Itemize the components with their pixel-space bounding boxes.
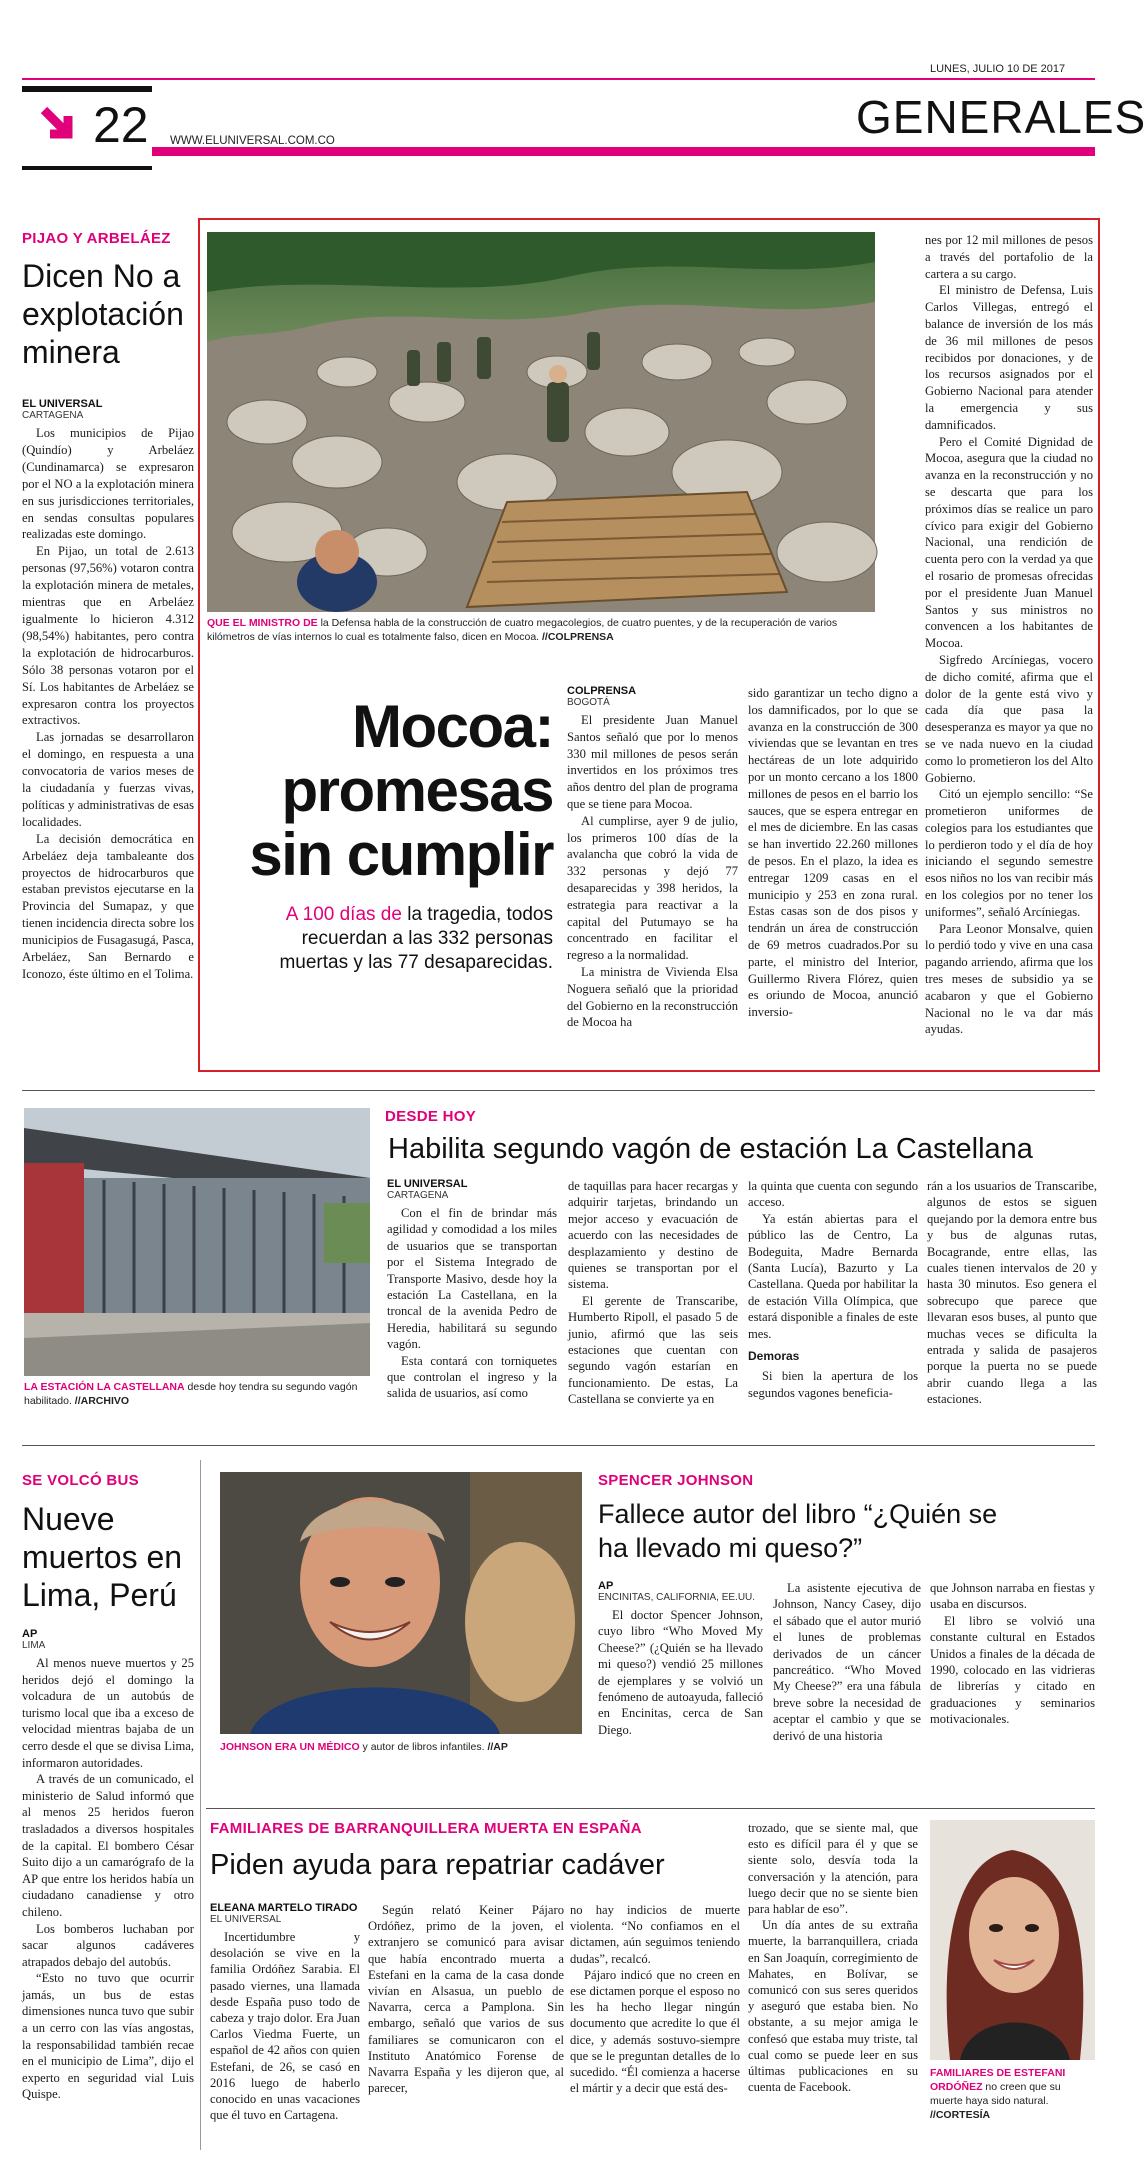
lima-article xyxy=(22,1628,194,2103)
castellana-subhead: Demoras xyxy=(748,1349,800,1364)
estefani-caption-lead: FAMILIARES DE ESTEFANI ORDÓÑEZ xyxy=(930,2067,1066,2093)
mocoa-paragraph: Citó un ejemplo sencillo: “Se prometieron uniformes de colegios para los estudiantes que lo perdieron todo y el día de hoy iniciando el segundo semestre esos niños no los van recibir más en los colegios por no tener los uniformes”, señaló Arcíniegas. xyxy=(925,787,1093,919)
pijao-paragraph: Las jornadas se desarrollaron el domingo, en respuesta a una convocatoria de varios meses de la ciudadanía y fuerzas vivas, políticas y administrativas de esas localidades. xyxy=(22,730,194,829)
estefani-col2 xyxy=(368,1902,564,2096)
pijao-byline: EL UNIVERSAL xyxy=(22,398,103,410)
masthead-top-rule xyxy=(22,78,1095,80)
mocoa-col3 xyxy=(925,232,1093,1038)
johnson-col1 xyxy=(598,1580,763,1738)
mocoa-paragraph: sido garantizar un techo digno a los damnificados, por lo que se avanza en la construcción de 300 viviendas que se levantan en tres hectáreas de un lote adquirido por un monto cercano a los 1800 millones de pesos en el barrio los sauces, que se espera entregar en el mes de diciembre. En las casas se han invertido 22.260 millones de pesos. En el plazo, la idea es entregar 1209 casas en el municipio y 253 en zona rural. Estas casas son de dos pisos y tendrán un área de construcción de 69 metros cuadrados.Por su parte, el ministro del Interior, Guillermo Rivera Flórez, quien es oriundo de Mocoa, anunció inversio- xyxy=(748,686,918,1020)
johnson-caption-credit: //AP xyxy=(484,1741,508,1753)
castellana-caption-text: desde hoy tendra su segundo vagón habilitado. xyxy=(24,1381,358,1407)
lima-kicker: SE VOLCÓ BUS xyxy=(22,1472,139,1489)
johnson-col2 xyxy=(773,1580,921,1744)
lima-paragraph: Los bomberos luchaban por sacar algunos cadáveres atrapados debajo del autobús. xyxy=(22,1921,194,1969)
pijao-kicker: PIJAO Y ARBELÁEZ xyxy=(22,230,171,247)
mocoa-col1 xyxy=(567,685,738,1031)
mocoa-paragraph: nes por 12 mil millones de pesos a través del portafolio de la cartera a su cargo. xyxy=(925,233,1093,281)
estefani-col4 xyxy=(748,1820,918,2095)
mocoa-caption-credit: //COLPRENSA xyxy=(539,631,614,643)
section-divider xyxy=(22,1445,1095,1446)
mocoa-col2 xyxy=(748,685,918,1021)
masthead-black-underline xyxy=(22,166,152,170)
estefani-paragraph: Un día antes de su extraña muerte, la barranquillera, criada en San Joaquín, corregimiento de Mahates, en Bolívar, se comunicó con sus seres queridos y aseguró que estaba bien. No obstante, a su mejor amiga le confesó que estaba muy triste, tal cual como se puede leer en sus últimas publicaciones en su cuenta de Facebook. xyxy=(748,1918,918,2095)
castellana-photo-caption xyxy=(24,1380,370,1408)
mocoa-deck xyxy=(230,903,553,975)
estefani-photo xyxy=(930,1820,1095,2060)
castellana-caption-credit: //ARCHIVO xyxy=(71,1395,130,1407)
column-divider xyxy=(200,1460,201,2150)
mocoa-deck-text: la tragedia, todos recuerdan a las 332 personas muertas y las 77 desaparecidas. xyxy=(279,904,553,973)
johnson-caption-text: y autor de libros infantiles. xyxy=(359,1741,485,1753)
mocoa-paragraph: La ministra de Vivienda Elsa Noguera señaló que la prioridad del Gobierno en la reconstrucción de Mocoa ha xyxy=(567,964,738,1030)
section-divider xyxy=(22,1090,1095,1091)
mocoa-paragraph: Al cumplirse, ayer 9 de julio, los primeros 100 días de la avalancha que cobró la vida de 332 personas y dejó 77 desaparecidas y 398 heridos, la estrategia para reactivar a la capital del Putumayo se ha concentrado en facilitar el regreso a la normalidad. xyxy=(567,813,738,963)
castellana-caption-lead: LA ESTACIÓN LA CASTELLANA xyxy=(24,1381,185,1393)
lima-place: LIMA xyxy=(22,1640,46,1651)
castellana-paragraph: Si bien la apertura de los segundos vagones beneficia- xyxy=(748,1369,918,1400)
johnson-paragraph: que Johnson narraba en fiestas y usaba en discursos. xyxy=(930,1581,1095,1612)
castellana-col3 xyxy=(748,1178,918,1401)
estefani-paragraph: trozado, que se siente mal, que esto es difícil para él y que se siente solo, desvía toda la conversación y la atención, para luego decir que no se siente bien para hablar de eso”. xyxy=(748,1821,918,1917)
castellana-byline: EL UNIVERSAL xyxy=(387,1178,468,1190)
lima-byline: AP xyxy=(22,1628,38,1640)
castellana-paragraph: Con el fin de brindar más agilidad y comodidad a los miles de usuarios que se transportan por el Sistema Integrado de Transporte Masivo, desde hoy la estación La Castellana, en la troncal de la avenida Pedro de Heredia, habilitará su segundo vagón. xyxy=(387,1206,557,1352)
johnson-photo-caption xyxy=(220,1740,582,1754)
lima-paragraph: Al menos nueve muertos y 25 heridos dejó el domingo la volcadura de un autobús de turismo local que iba a exceso de velocidad mientras bajaba de un cerro desde el que se divisa Lima, informaron autoridades. xyxy=(22,1656,194,1770)
mocoa-caption-lead: QUE EL MINISTRO DE xyxy=(207,617,318,629)
website-link[interactable]: WWW.ELUNIVERSAL.COM.CO xyxy=(170,135,335,147)
estefani-col1 xyxy=(210,1902,360,2123)
johnson-byline: AP xyxy=(598,1580,614,1592)
estefani-col3 xyxy=(570,1902,740,2096)
castellana-photo xyxy=(24,1108,370,1376)
estefani-byline: ELEANA MARTELO TIRADO xyxy=(210,1902,358,1914)
mocoa-byline: COLPRENSA xyxy=(567,685,637,697)
estefani-paragraph: Pájaro indicó que no creen en ese dictamen porque el esposo no les ha hecho llegar ningún documento que acredite lo que él dice, y además sostuvo-siempre que se le preguntan detalles de lo sucedido. “Él comienza a hacerse el mártir y a decir que está des- xyxy=(570,1967,740,2096)
mocoa-deck-highlight: A 100 días de xyxy=(285,904,402,925)
arrow-icon xyxy=(40,106,84,150)
mocoa-paragraph: Pero el Comité Dignidad de Mocoa, asegura que la ciudad no avanza en la reconstrucción y no se descarta que para los próximos días se realice un paro cívico para exigir del Gobierno Nacional, una rendición de cuenta pero con la verdad ya que el rosario de promesas ofrecidas por el presidente Juan Manuel Santos y sus ministros no convencen a los habitantes de Mocoa. xyxy=(925,434,1093,651)
pijao-paragraph: La decisión democrática en Arbeláez deja tambaleante dos proyectos de hidrocarburos que estaban previstos ejecutarse en la Provincia del Sumapaz, y que tienen incidencia directa sobre los municipios de Fusagasugá, Pasca, Arbeláez, San Bernardo e Iconozo, éste último en el Tolima. xyxy=(22,831,194,981)
mocoa-paragraph: Para Leonor Monsalve, quien lo perdió todo y vive en una casa pagando arriendo, afirma que los tres meses de subsidio ya se acabaron y que el Gobierno Nacional no le va dar más ayudas. xyxy=(925,921,1093,1037)
estefani-photo-caption xyxy=(930,2066,1095,2122)
castellana-paragraph: El gerente de Transcaribe, Humberto Ripoll, el pasado 5 de junio, afirmó que las seis estaciones que cuentan con segundo vagón estarían en funcionamiento. De estas, La Castellana se convierte ya en xyxy=(568,1293,738,1407)
castellana-paragraph: Esta contará con torniquetes que controlan el ingreso y la salida de usuarios, así como xyxy=(387,1353,557,1401)
johnson-photo xyxy=(220,1472,582,1734)
castellana-paragraph: la quinta que cuenta con segundo acceso. xyxy=(748,1179,918,1210)
castellana-paragraph: rán a los usuarios de Transcaribe, algunos de estos se siguen quejando por la demora entre bus y bus de algunas rutas, Bocagrande, entre ellas, las cuales tienen intervalos de 20 y hasta 30 minutos. Eso genera el sobrecupo que parece que llevaran esos buses, al punto que muchas veces se dificulta la entrada y salida de pasajeros porque la puerta no se puede abrir cuando llega a las estaciones. xyxy=(927,1179,1097,1407)
estefani-caption-credit: //CORTESÍA xyxy=(930,2109,991,2121)
pijao-paragraph: Los municipios de Pijao (Quindío) y Arbeláez (Cundinamarca) se expresaron por el NO a la explotación minera en sus jurisdicciones territoriales, en sendas consultas populares realizadas este domingo. xyxy=(22,426,194,542)
estefani-paragraph: Incertidumbre y desolación se vive en la familia Ordóñez Sarabia. El pasado viernes, una llamada desde España puso todo de cabeza y trajo dolor. Era Juan Carlos Viedma Fuerte, un español de 42 años con quien Estefani, de 26, se casó en 2016 luego de haberlo conocido en unas vacaciones que él tuvo en Cartagena. xyxy=(210,1930,360,2123)
estefani-paragraph: Según relató Keiner Pájaro Ordóñez, primo de la joven, el extranjero se comunicó para avisar que había encontrado muerta a Estefani en la cama de la casa donde vivían en Alsasua, un pueblo de Navarra, cerca a Pamplona. Sin embargo, señaló que varios de sus familiares se comunicaron con el Instituto Anatómico Forense de Navarra España y les dijeron que, al parecer, xyxy=(368,1903,564,2096)
castellana-paragraph: Ya están abiertas para el público las de Centro, La Bodeguita, Madre Bernarda (Santa Lucía), Bazurto y La Castellana. Queda por habilitar la de estación Villa Olímpica, que estará disponible a finales de este mes. xyxy=(748,1211,918,1341)
estefani-caption-text: no creen que su muerte haya sido natural. xyxy=(930,2081,1061,2107)
estefani-paragraph: no hay indicios de muerte violenta. “No confiamos en el dictamen, aún seguimos teniendo dudas”, recalcó. xyxy=(570,1903,740,1966)
johnson-paragraph: El libro se volvió una constante cultural en Estados Unidos a finales de la década de 1990, colocado en las vidrieras de librerías y citado en graduaciones y seminarios motivacionales. xyxy=(930,1613,1095,1727)
castellana-col1 xyxy=(387,1178,557,1402)
lima-paragraph: A través de un comunicado, el ministerio de Salud informó que al menos 25 heridos fueron trasladados a diversos hospitales de la capital. El bombero César Suito dijo a un camarógrafo de la AP que entre los heridos había un ciudadano canadiense y otro chileno. xyxy=(22,1772,194,1919)
mocoa-paragraph: Sigfredo Arcíniegas, vocero de dicho comité, afirma que el dolor de la gente está vivo y cada día que pasa la desesperanza es mayor ya que no se ve nada nuevo en la ciudad como lo prometieron los del Alto Gobierno. xyxy=(925,652,1093,785)
mocoa-paragraph: El presidente Juan Manuel Santos señaló que por lo menos 330 mil millones de pesos serán invertidos en los próximos tres años dentro del plan de programa que se tiene para Mocoa. xyxy=(567,713,738,811)
page-date: LUNES, JULIO 10 DE 2017 xyxy=(930,63,1066,75)
pijao-title: Dicen No a explotación minera xyxy=(22,258,184,370)
pijao-article xyxy=(22,398,194,983)
johnson-paragraph: La asistente ejecutiva de Johnson, Nancy Casey, dijo el sábado que el autor murió el lunes de problemas derivados de un cáncer pancreático. “Who Moved My Cheese?” era una fábula breve sobre la necesidad de aceptar el cambio y que se derivó de una historia xyxy=(773,1581,921,1743)
estefani-kicker: FAMILIARES DE BARRANQUILLERA MUERTA EN ESPAÑA xyxy=(210,1820,642,1837)
lima-paragraph: “Esto no tuvo que ocurrir jamás, un bus de estas dimensiones nunca tuvo que subir a un cerro con las vías angostas, la responsabilidad también recae en el municipio de Lima”, dijo el experto en seguridad vial Luis Quispe. xyxy=(22,1971,194,2102)
lima-title: Nueve muertos en Lima, Perú xyxy=(22,1501,183,1613)
johnson-caption-lead: JOHNSON ERA UN MÉDICO xyxy=(220,1741,360,1753)
castellana-title: Habilita segundo vagón de estación La Castellana xyxy=(388,1133,1033,1165)
masthead-pink-rule xyxy=(152,147,1095,156)
mocoa-place: BOGOTÁ xyxy=(567,697,610,708)
masthead-black-bar xyxy=(22,86,152,92)
mocoa-paragraph: El ministro de Defensa, Luis Carlos Villegas, entregó el balance de inversión de los más de 36 mil millones de pesos recibidos por donaciones, y de los recursos asignados por el Gobierno Nacional para atender la emergencia y sus damnificados. xyxy=(925,283,1093,432)
johnson-place: ENCINITAS, CALIFORNIA, EE.UU. xyxy=(598,1592,756,1603)
castellana-col2 xyxy=(568,1178,738,1408)
johnson-kicker: SPENCER JOHNSON xyxy=(598,1472,754,1489)
castellana-paragraph: de taquillas para hacer recargas y adquirir tarjetas, brindando un mejor acceso y evacuación de acuerdo con las necesidades de desplazamiento y destino de quienes se transportan por el sistema. xyxy=(568,1179,738,1292)
johnson-title: Fallece autor del libro “¿Quién se ha llevado mi queso?” xyxy=(598,1499,998,1563)
castellana-kicker: DESDE HOY xyxy=(385,1108,477,1125)
castellana-col4 xyxy=(927,1178,1097,1408)
castellana-place: CARTAGENA xyxy=(387,1190,449,1201)
section-divider xyxy=(206,1808,1095,1809)
johnson-col3 xyxy=(930,1580,1095,1728)
page-number: 22 xyxy=(93,97,149,153)
section-title: GENERALES xyxy=(856,91,1146,143)
mocoa-photo-caption xyxy=(207,616,875,644)
mocoa-headline: Mocoa: promesas sin cumplir xyxy=(249,693,553,888)
mocoa-photo xyxy=(207,232,875,612)
johnson-paragraph: El doctor Spencer Johnson, cuyo libro “Who Moved My Cheese?” (¿Quién se ha llevado mi queso?) vendió 25 millones de ejemplares y se volvió un fenómeno de autoayuda, falleció en Encinitas, cerca de San Diego. xyxy=(598,1608,763,1737)
estefani-title: Piden ayuda para repatriar cadáver xyxy=(210,1849,665,1881)
estefani-place: EL UNIVERSAL xyxy=(210,1914,282,1925)
pijao-paragraph: En Pijao, un total de 2.613 personas (97,56%) votaron contra la explotación minera de metales, mientras que en Arbeláez igualmente lo hicieron 4.312 (98,54%) habitantes, pero contra la explotación de hidrocarburos. Sólo 38 personas votaron por el Sí. Los habitantes de Arbeláez se expresaron contra los proyectos extractivos. xyxy=(22,544,194,728)
pijao-place: CARTAGENA xyxy=(22,410,84,421)
mocoa-caption-text: la Defensa habla de la construcción de cuatro megacolegios, de cuatro puentes, y de la recuperación de varios kilómetros de vías internos lo cual es totalmente falso, dicen en Mocoa. xyxy=(207,617,838,643)
